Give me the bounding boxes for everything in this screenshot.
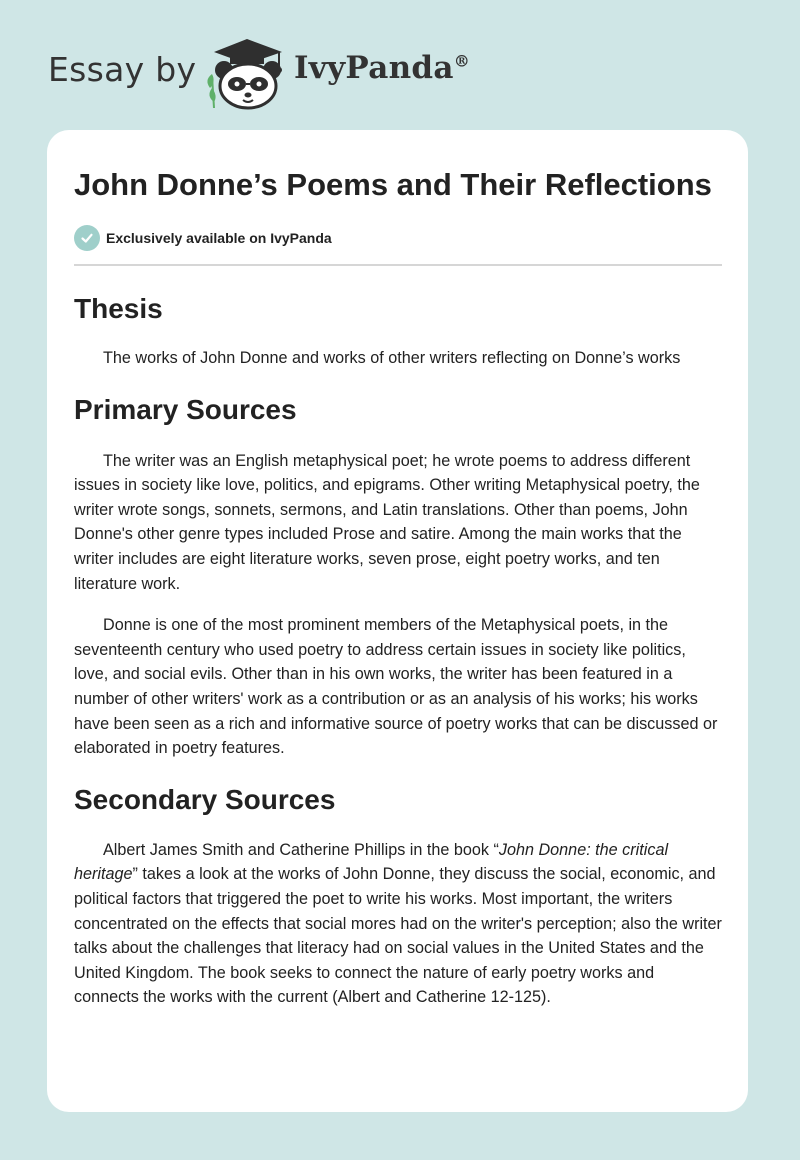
- exclusive-label: Exclusively available on IvyPanda: [106, 230, 332, 246]
- page-title: John Donne’s Poems and Their Reflections: [74, 167, 712, 202]
- section-heading-secondary-sources: Secondary Sources: [74, 783, 336, 815]
- exclusive-notice: [74, 224, 722, 252]
- checkmark-icon: [74, 225, 100, 251]
- book-title: John Donne: the critical heritage: [74, 840, 669, 884]
- section-heading-thesis: Thesis: [74, 293, 163, 324]
- paragraph-text-before: Albert James Smith and Catherine Phillips in the book “: [103, 840, 499, 859]
- essay-content: [74, 130, 722, 1010]
- primary-sources-paragraph-2: Donne is one of the most prominent members of the Metaphysical poets, in the seventeenth century who used poetry to address certain issues in society like politics, love, and social evils. Other than in his own works, the writer has been featured in a number of other writers' work as a contribution or as an analysis of his works; his works have been seen as a rich and informative source of poetry works that can be discussed or elaborated in poetry features.: [74, 616, 718, 758]
- essay-by-label: Essay by: [48, 50, 197, 89]
- secondary-sources-paragraph: [74, 838, 722, 1010]
- thesis-paragraph: The works of John Donne and works of other writers reflecting on Donne’s works: [103, 349, 681, 367]
- brand-name[interactable]: IvyPanda®: [294, 50, 471, 86]
- primary-sources-paragraph-1: The writer was an English metaphysical poet; he wrote poems to address different issues in society like love, politics, and epigrams. Other writing Metaphysical poetry, the writer wrote songs, sonnets, sermons, and Latin translations. Other than poems, John Donne's other genre types included Prose and satire. Among the main works that the writer includes are eight literature works, seven prose, eight poetry works, and ten literature work.: [74, 451, 700, 593]
- paragraph-text-after: ” takes a look at the works of John Donne, they discuss the social, economic, and political factors that triggered the poet to write his works. Most important, the writers concentrated on the effects that social mores had on the writer's perception; also the writer talks about the challenges that literacy had on social values in the United States and the United Kingdom. The book seeks to connect the nature of early poetry works and connects the works with the current (Albert and Catherine 12-125).: [74, 865, 722, 1007]
- divider: [74, 264, 722, 266]
- panda-graduate-icon[interactable]: [202, 34, 292, 110]
- essay-card: [47, 130, 748, 1112]
- site-header: [48, 34, 648, 114]
- section-heading-primary-sources: Primary Sources: [74, 393, 297, 425]
